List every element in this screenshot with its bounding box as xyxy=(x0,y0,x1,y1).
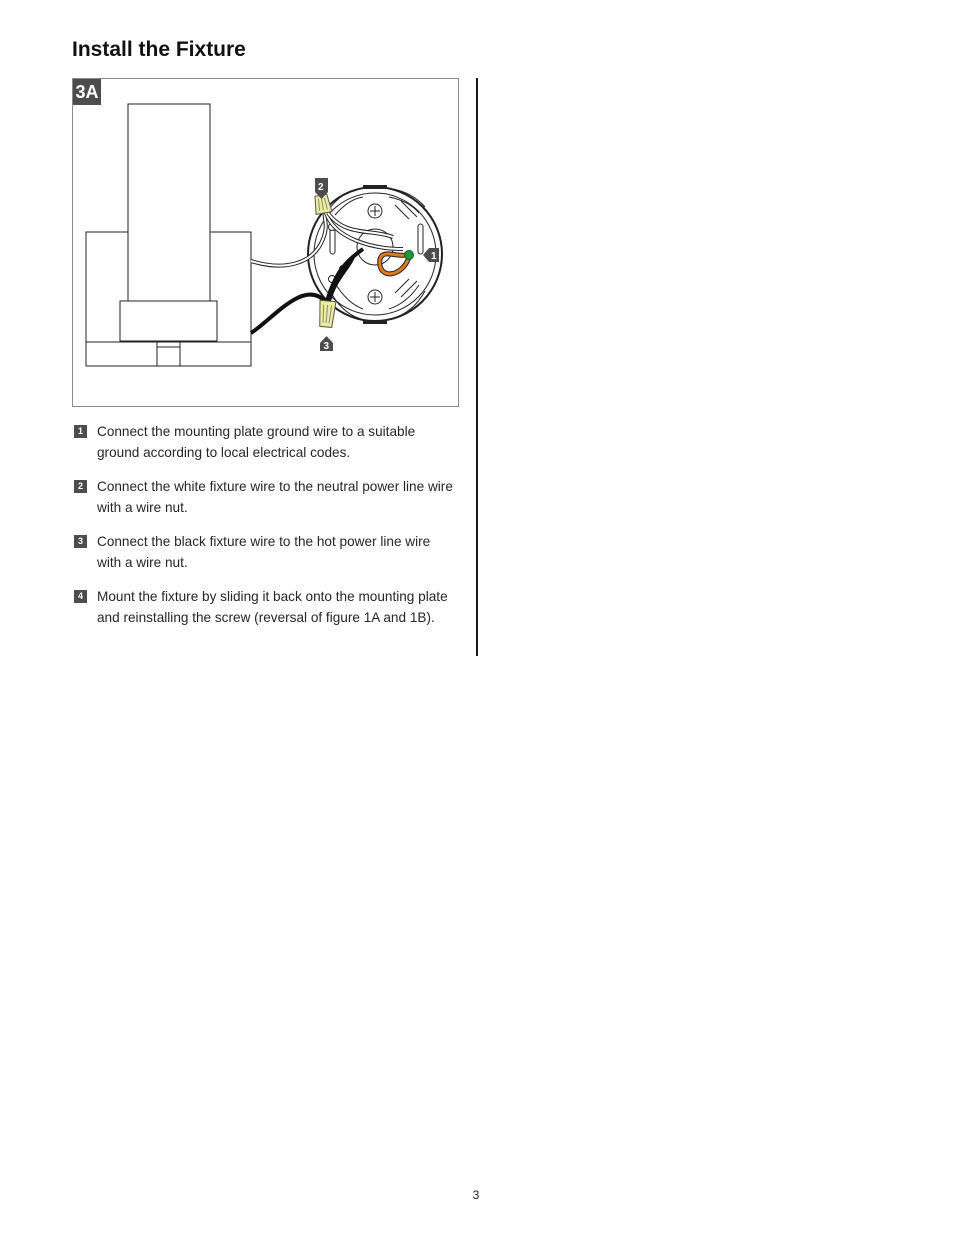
svg-text:1: 1 xyxy=(431,251,437,262)
step-text: Mount the fixture by sliding it back onto the mounting plate and reinstalling the screw (reversal of figure 1A and 1B). xyxy=(97,589,448,625)
ground-screw xyxy=(405,251,414,260)
fixture-shade xyxy=(128,104,210,302)
callout-3 xyxy=(320,336,333,352)
step-text: Connect the black fixture wire to the hot power line wire with a wire nut. xyxy=(97,534,431,570)
instruction-step xyxy=(72,477,457,518)
svg-text:3: 3 xyxy=(323,341,330,352)
plate-screw-bottom xyxy=(368,290,382,304)
step-text: Connect the mounting plate ground wire to a suitable ground according to local electrical codes. xyxy=(97,424,416,460)
step-number-badge: 4 xyxy=(74,590,87,603)
fixture-bottom-tab xyxy=(157,342,180,366)
wiring-diagram xyxy=(73,79,460,408)
figure-label: 3A xyxy=(73,79,101,105)
page-title: Install the Fixture xyxy=(72,38,246,61)
figure-3a xyxy=(72,78,459,407)
step-text: Connect the white fixture wire to the neutral power line wire with a wire nut. xyxy=(97,479,453,515)
fixture-base xyxy=(120,301,217,341)
instruction-step xyxy=(72,532,457,573)
wire-nut-bottom xyxy=(318,300,336,327)
step-number-badge: 3 xyxy=(74,535,87,548)
instruction-list xyxy=(72,422,457,642)
svg-text:2: 2 xyxy=(318,182,324,193)
plate-screw-top xyxy=(368,204,382,218)
step-number-badge: 1 xyxy=(74,425,87,438)
instruction-step xyxy=(72,422,457,463)
column-divider xyxy=(476,78,478,656)
instruction-step xyxy=(72,587,457,628)
page-number: 3 xyxy=(472,1188,480,1202)
fixture-drawing xyxy=(86,104,251,366)
step-number-badge: 2 xyxy=(74,480,87,493)
